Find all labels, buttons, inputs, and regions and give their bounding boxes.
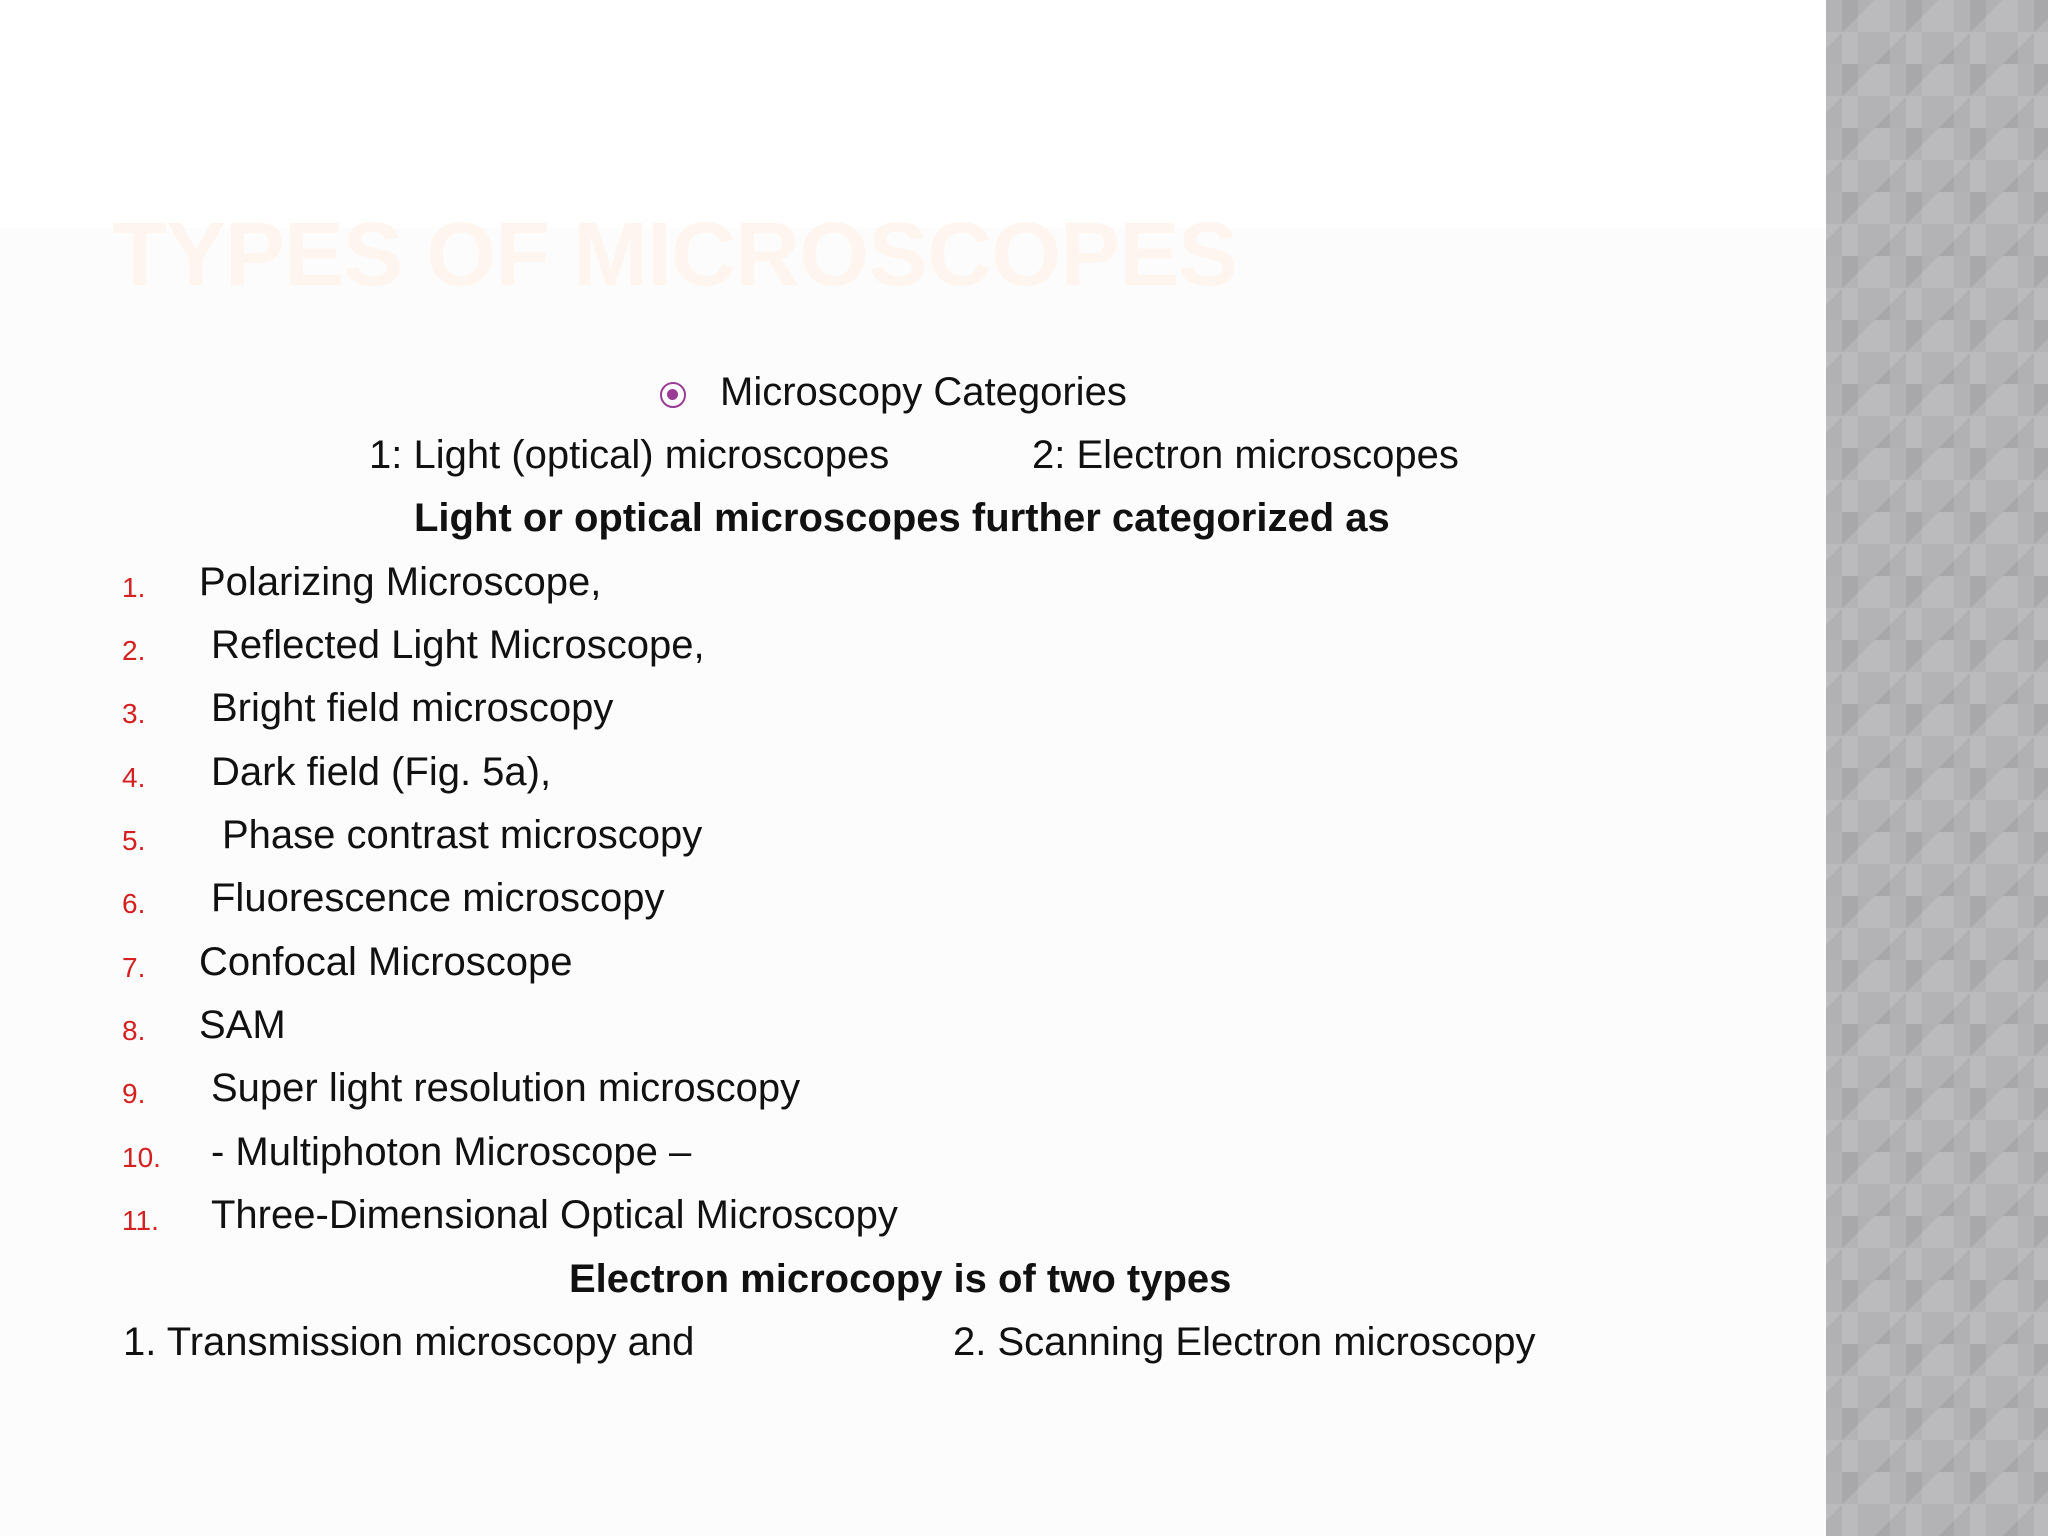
list-item: Confocal Microscope <box>199 940 573 984</box>
list-item: Super light resolution microscopy <box>211 1066 801 1110</box>
list-item: - Multiphoton Microscope – <box>211 1130 692 1174</box>
list-item-number: 6. <box>122 888 146 919</box>
list-item: Reflected Light Microscope, <box>211 623 705 667</box>
list-item-number: 7. <box>122 952 146 983</box>
list-item: Phase contrast microscopy <box>222 813 703 857</box>
list-item-number: 2. <box>122 635 146 666</box>
bullet-icon <box>660 382 686 408</box>
categories-heading: Microscopy Categories <box>720 370 1127 414</box>
light-subcategories-heading: Light or optical microscopes further categorized as <box>414 496 1390 540</box>
list-item-number: 3. <box>122 698 146 729</box>
list-item: SAM <box>199 1003 286 1047</box>
list-item-number: 5. <box>122 825 146 856</box>
list-item-number: 10. <box>122 1142 161 1173</box>
list-item-number: 8. <box>122 1015 146 1046</box>
category-light: 1: Light (optical) microscopes <box>369 433 890 477</box>
electron-type-transmission: 1. Transmission microscopy and <box>123 1320 695 1364</box>
category-electron: 2: Electron microscopes <box>1032 433 1459 477</box>
list-item-number: 11. <box>122 1205 159 1236</box>
list-item-number: 9. <box>122 1078 146 1109</box>
list-item-number: 4. <box>122 762 146 793</box>
list-item-number: 1. <box>122 572 146 603</box>
list-item: Polarizing Microscope, <box>199 560 602 604</box>
list-item: Three-Dimensional Optical Microscopy <box>211 1193 898 1237</box>
electron-types-heading: Electron microcopy is of two types <box>569 1257 1232 1301</box>
decorative-side-panel <box>1826 0 2048 1536</box>
list-item: Bright field microscopy <box>211 686 614 730</box>
slide-title: TYPES OF MICROSCOPES <box>112 205 1238 305</box>
list-item: Fluorescence microscopy <box>211 876 665 920</box>
electron-type-scanning: 2. Scanning Electron microscopy <box>953 1320 1536 1364</box>
list-item: Dark field (Fig. 5a), <box>211 750 552 794</box>
